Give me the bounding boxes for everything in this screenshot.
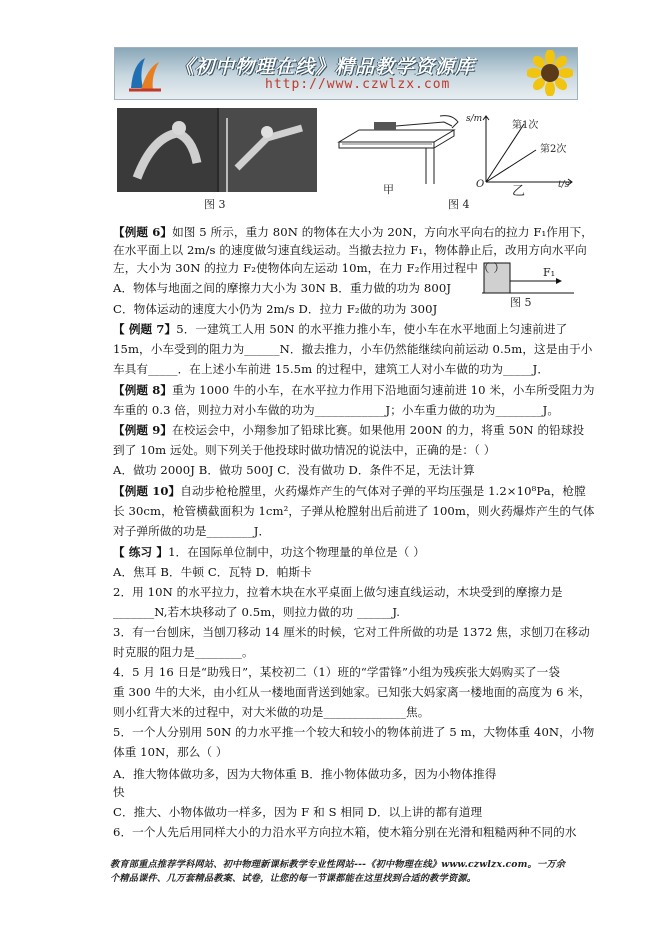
text-line [113, 225, 593, 239]
figure-5-label-yi: 乙 [512, 184, 526, 199]
text-line [113, 665, 560, 679]
text-line [113, 524, 270, 538]
footer-line-1: 教育部重点推荐学科网站、初中物理新课标教学专业性网站---《初中物理在线》www.czwlzx.com。一万余 [110, 859, 566, 870]
line-text: 左，大小为 30N 的拉力 F₂使物体向左运动 10m，在力 F₂作用过程中（ ） [113, 261, 506, 275]
line-text: 在水平面上以 2m/s 的速度做匀速直线运动。当撤去拉力 F₁，物体静止后，改用方向水平向 [113, 243, 587, 257]
line-text: 重为 1000 牛的小车，在水平拉力作用下沿地面匀速前进 10 米，小车所受阻力为 [172, 383, 595, 397]
line-text: 6．一个人先后用同样大小的力沿水平方向拉木箱，使木箱分别在光滑和粗糙两种不同的水 [113, 825, 577, 839]
sunflower-icon [527, 50, 573, 96]
banner-title: 《初中物理在线》精品教学资源库 [175, 56, 476, 78]
text-line [113, 565, 312, 579]
line-text: 到了 10m 远处。则下列关于他投球时做功情况的说法中，正确的是：（ ） [113, 443, 496, 457]
site-logo [125, 54, 165, 94]
figure-3-caption: 图 3 [204, 198, 226, 211]
figure-4-label-jia: 甲 [383, 183, 394, 196]
line-text: 自动步枪枪膛里，火药爆炸产生的气体对子弹的平均压强是 1.2×10⁸Pa，枪膛 [180, 484, 586, 498]
line-text: A．做功 2000J B．做功 500J C．没有做功 D．条件不足，无法计算 [113, 463, 475, 477]
example-label: 【例题 6】 [113, 225, 173, 239]
figure-4-caption: 图 4 [448, 198, 470, 211]
figure-force-label: F₁ [543, 266, 556, 279]
text-line [113, 805, 482, 819]
text-line [113, 645, 254, 659]
figure-5-y-axis-label: s/m [466, 114, 483, 124]
text-line [113, 322, 567, 336]
text-line [113, 705, 429, 719]
line-text: A．推大物体做功多，因为大物体重 B．推小物体做功多，因为小物体推得 [113, 767, 497, 781]
line-text: 车具有_____．在上述小车前进 15.5m 的过程中，建筑工人对小车做的功为_____J． [113, 362, 550, 376]
example-label: 【例题 8】 [113, 383, 173, 397]
example-label: 【 例题 7】 [113, 322, 177, 336]
line-text: 时克服的阻力是________。 [113, 645, 254, 659]
text-line [113, 383, 595, 397]
figure-5-x-axis-label: t/s [558, 180, 570, 190]
text-line [113, 403, 559, 417]
text-line [113, 504, 595, 518]
line-text: 在校运会中，小翔参加了铅球比赛。如果他用 200N 的力，将重 50N 的铅球投 [172, 423, 585, 437]
text-line [113, 302, 437, 316]
line-text: 对子弹所做的功是________J． [113, 524, 271, 538]
text-line [113, 625, 590, 639]
text-line [113, 767, 496, 781]
text-line [113, 443, 495, 457]
line-text: 则小红背大米的过程中，对大米做的功是______________焦。 [113, 705, 430, 719]
line-text: A．物体与地面之间的摩擦力大小为 30N B．重力做的功为 800J [113, 281, 452, 295]
text-line [113, 545, 425, 559]
text-line [113, 484, 586, 498]
line-text: C．推大、小物体做功一样多，因为 F 和 S 相同 D．以上讲的都有道理 [113, 805, 483, 819]
figure-5-first-line-label: 第1次 [512, 120, 539, 131]
example-label: 【 练习 】 [113, 545, 169, 559]
text-line [113, 825, 577, 839]
line-text: _______N,若木块移动了 0.5m，则拉力做的功 ______J. [113, 605, 401, 619]
text-line [113, 362, 549, 376]
text-line [113, 785, 125, 799]
line-text: 如图 5 所示，重力 80N 的物体在大小为 20N，方向水平向右的拉力 F₁作用下， [172, 225, 593, 239]
line-text: 15m，小车受到的阻力为______N．撤去推力，小车仍然能继续向前运动 0.5m，这是由于小 [113, 342, 593, 356]
banner-url[interactable]: http://www.czwlzx.com [265, 77, 451, 92]
example-label: 【例题 9】 [113, 423, 173, 437]
line-text: 5．一个人分别用 50N 的力水平推一个较大和较小的物体前进了 5 m，大物体重 40N，小物 [113, 725, 595, 739]
line-text: A．焦耳 B．牛顿 C．瓦特 D．帕斯卡 [113, 565, 312, 579]
line-text: 5．一建筑工人用 50N 的水平推力推小车，使小车在水平地面上匀速前进了 [176, 322, 568, 336]
text-line [113, 281, 451, 295]
line-text: C．物体运动的速度大小仍为 2m/s D．拉力 F₂做的功为 300J [113, 302, 438, 316]
text-line [113, 261, 505, 275]
text-line [113, 423, 584, 437]
line-text: 快 [113, 785, 125, 799]
line-text: 长 30cm，枪管横截面积为 1cm²，子弹从枪膛射出后前进了 100m，则火药爆炸产生的气体 [113, 504, 595, 518]
footer-line-2: 个精品课件、几万套精品教案、试卷，让您的每一节课都能在这里找到合适的教学资源。 [110, 873, 477, 884]
line-text: 4．5 月 16 日是“助残日”，某校初二（1）班的“学雷锋”小组为残疾张大妈购买了一袋 [113, 665, 561, 679]
figure-4-diagram [334, 112, 464, 190]
text-line [113, 585, 563, 599]
text-line [113, 685, 591, 699]
figure-block-caption: 图 5 [510, 296, 532, 309]
text-line [113, 243, 587, 257]
figure-5-origin-label: O [476, 179, 485, 190]
line-text: 3．有一台刨床，当刨刀移动 14 厘米的时候，它对工件所做的功是 1372 焦，求刨刀在移动 [113, 625, 590, 639]
line-text: 1．在国际单位制中，功这个物理量的单位是（ ） [168, 545, 425, 559]
header-banner [114, 47, 578, 100]
line-text: 体重 10N，那么（ ） [113, 745, 228, 759]
example-label: 【例题 10】 [113, 484, 181, 498]
text-line [113, 342, 593, 356]
figure-5-second-line-label: 第2次 [540, 144, 567, 155]
line-text: 重 300 牛的大米，由小红从一楼地面背送到她家。已知张大妈家离一楼地面的高度为 6 米， [113, 685, 591, 699]
athlete-photos-image [117, 108, 317, 192]
figure-3-photos [117, 108, 317, 192]
text-line [113, 605, 400, 619]
line-text: 2．用 10N 的水平拉力，拉着木块在水平桌面上做匀速直线运动，木块受到的摩擦力是 [113, 585, 563, 599]
line-text: 车重的 0.3 倍，则拉力对小车做的功为____________J；小车重力做的功为________J。 [113, 403, 560, 417]
text-line [113, 745, 228, 759]
text-line [113, 463, 475, 477]
text-line [113, 725, 594, 739]
